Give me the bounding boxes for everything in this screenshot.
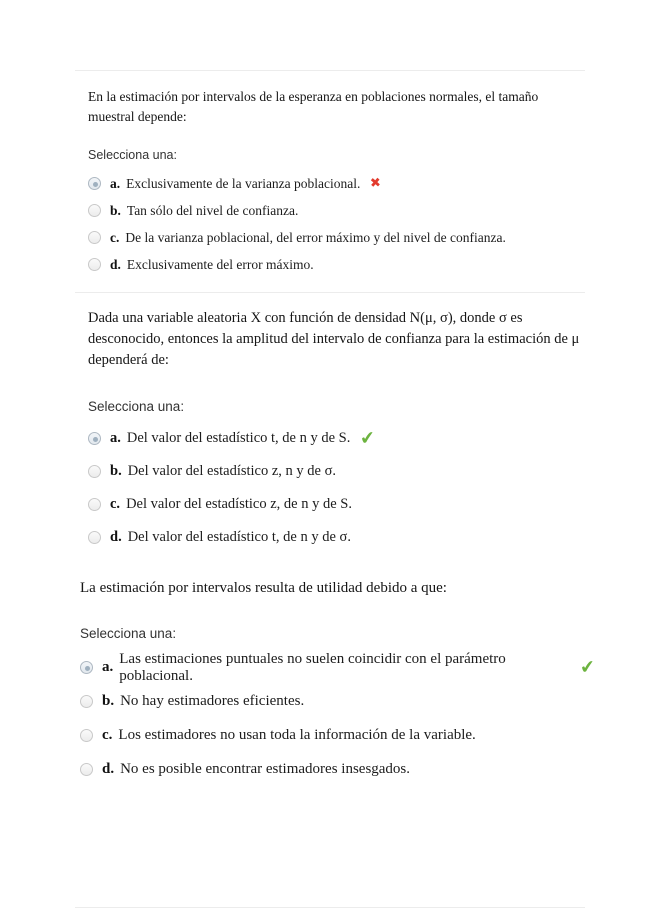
radio-button[interactable] xyxy=(80,661,93,674)
option-text: Los estimadores no usan toda la información de la variable. xyxy=(118,727,476,744)
option-text: Del valor del estadístico z, de n y de S. xyxy=(126,496,352,513)
bottom-divider xyxy=(75,907,585,908)
select-one-label: Selecciona una: xyxy=(88,148,177,163)
option-letter: b. xyxy=(102,693,115,710)
option-text: Exclusivamente del error máximo. xyxy=(126,256,314,272)
option-text: Exclusivamente de la varianza poblacional. xyxy=(126,175,361,191)
answer-option-a[interactable] xyxy=(88,422,595,455)
option-letter: b. xyxy=(110,202,121,218)
answer-option-c[interactable] xyxy=(88,488,595,521)
option-letter: c. xyxy=(110,496,121,513)
option-letter: a. xyxy=(110,175,121,191)
answer-option-b[interactable] xyxy=(80,685,595,719)
option-text: No es posible encontrar estimadores insesgados. xyxy=(120,761,411,778)
option-letter: b. xyxy=(110,463,122,480)
answer-option-d[interactable] xyxy=(80,753,595,787)
question-divider xyxy=(75,292,585,293)
radio-button[interactable] xyxy=(88,531,101,544)
answer-option-d[interactable] xyxy=(88,521,595,554)
option-letter: c. xyxy=(110,229,120,245)
option-letter: a. xyxy=(110,430,121,447)
radio-button[interactable] xyxy=(80,763,93,776)
question-block-3 xyxy=(0,578,655,787)
answer-option-a[interactable] xyxy=(88,170,595,197)
radio-button[interactable] xyxy=(88,465,101,478)
answer-option-c[interactable] xyxy=(80,719,595,753)
correct-mark-icon: ✔ xyxy=(578,656,597,679)
question-text: Dada una variable aleatoria X con función de densidad N(μ, σ), donde σ es desconocido, entonces la amplitud del intervalo de confianza para la estimación de μ dependerá de: xyxy=(88,310,580,369)
answer-option-d[interactable] xyxy=(88,251,595,278)
question-text: La estimación por intervalos resulta de utilidad debido a que: xyxy=(80,580,447,597)
option-text: Del valor del estadístico z, n y de σ. xyxy=(127,463,337,480)
question-block-1 xyxy=(0,87,655,278)
answer-option-b[interactable] xyxy=(88,197,595,224)
answer-option-a[interactable] xyxy=(80,651,595,685)
radio-button[interactable] xyxy=(88,231,101,244)
correct-mark-icon: ✔ xyxy=(359,426,377,450)
radio-button[interactable] xyxy=(88,258,101,271)
option-text: Las estimaciones puntuales no suelen coincidir con el parámetro poblacional. xyxy=(119,650,506,684)
answer-option-b[interactable] xyxy=(88,455,595,488)
radio-button[interactable] xyxy=(80,729,93,742)
option-text: Del valor del estadístico t, de n y de σ. xyxy=(127,529,351,546)
spacer xyxy=(0,787,655,907)
radio-button[interactable] xyxy=(88,498,101,511)
radio-button[interactable] xyxy=(88,177,101,190)
quiz-page xyxy=(0,70,655,908)
option-letter: d. xyxy=(110,529,122,546)
top-divider xyxy=(75,70,585,71)
radio-button[interactable] xyxy=(88,204,101,217)
radio-button[interactable] xyxy=(80,695,93,708)
select-one-label: Selecciona una: xyxy=(88,399,185,415)
incorrect-mark-icon: ✖ xyxy=(369,175,382,192)
option-text: Tan sólo del nivel de confianza. xyxy=(126,202,299,218)
option-letter: a. xyxy=(102,659,114,676)
option-text: No hay estimadores eficientes. xyxy=(120,693,305,710)
option-letter: c. xyxy=(102,727,113,744)
answer-option-c[interactable] xyxy=(88,224,595,251)
option-letter: d. xyxy=(102,761,115,778)
select-one-label: Selecciona una: xyxy=(80,625,177,641)
option-text: Del valor del estadístico t, de n y de S. xyxy=(126,430,351,447)
option-text: De la varianza poblacional, del error máximo y del nivel de confianza. xyxy=(125,229,506,245)
question-text: En la estimación por intervalos de la esperanza en poblaciones normales, el tamaño muestral depende: xyxy=(88,89,539,124)
radio-button[interactable] xyxy=(88,432,101,445)
question-block-2 xyxy=(0,308,655,554)
option-letter: d. xyxy=(110,256,121,272)
